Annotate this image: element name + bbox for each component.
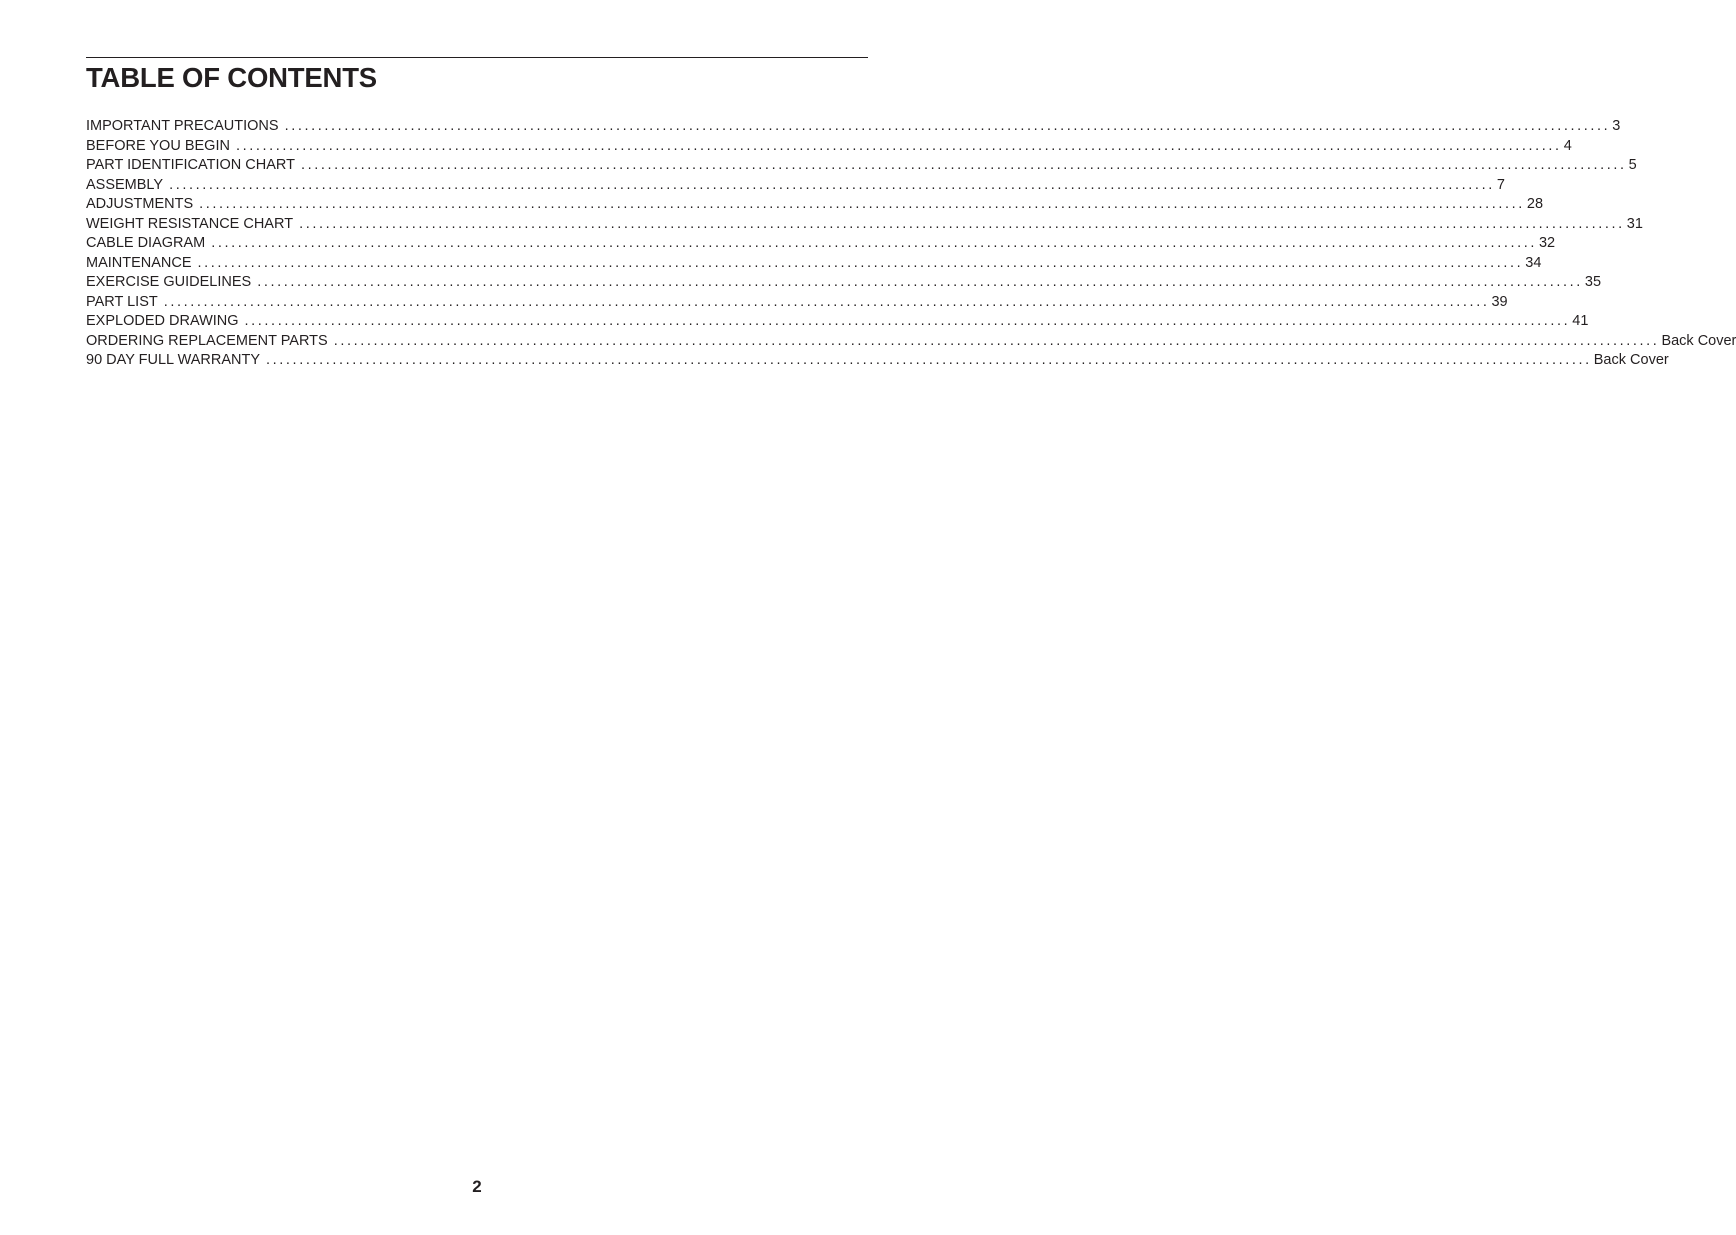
toc-entry-page: Back Cover	[1593, 352, 1669, 368]
toc-entry-page: 28	[1526, 196, 1544, 212]
dot-leader: ........................................................................................................................................................................................................	[257, 274, 1583, 290]
dot-leader: ........................................................................................................................................................................................................	[169, 176, 1495, 193]
dot-leader: ........................................................................................................................................................................................................	[284, 118, 1611, 134]
toc-entry[interactable]	[86, 234, 1556, 254]
toc-entry-page: Back Cover	[1661, 332, 1736, 349]
toc-entry-label: CABLE DIAGRAM	[86, 235, 206, 251]
page-number: 2	[472, 1177, 482, 1196]
dot-leader: ........................................................................................................................................................................................................	[333, 332, 1660, 349]
toc-entry-label: PART LIST	[86, 293, 158, 310]
page-title: TABLE OF CONTENTS	[86, 62, 377, 93]
toc-entry[interactable]	[86, 176, 1505, 196]
toc-entry[interactable]	[86, 332, 1736, 352]
toc-entry[interactable]	[86, 117, 1621, 137]
toc-entry-label: WEIGHT RESISTANCE CHART	[86, 215, 294, 232]
toc-entry-page: 35	[1584, 274, 1602, 290]
toc-entry-label: MAINTENANCE	[86, 254, 192, 271]
toc-entry-label: EXERCISE GUIDELINES	[86, 274, 252, 290]
toc-entry[interactable]	[86, 195, 1544, 215]
dot-leader: ........................................................................................................................................................................................................	[299, 215, 1625, 232]
dot-leader: ........................................................................................................................................................................................................	[235, 137, 1562, 154]
toc-entry[interactable]	[86, 215, 1643, 235]
toc-entry-page: 32	[1538, 235, 1556, 251]
toc-entry-page: 4	[1563, 137, 1572, 154]
toc-entry-page: 7	[1496, 176, 1505, 193]
toc-entry-label: IMPORTANT PRECAUTIONS	[86, 118, 279, 134]
toc-entry[interactable]	[86, 351, 1669, 371]
toc-entry[interactable]	[86, 293, 1508, 313]
toc-entry[interactable]	[86, 137, 1572, 157]
table-of-contents	[86, 117, 1736, 371]
toc-entry-page: 39	[1491, 293, 1508, 310]
toc-entry[interactable]	[86, 254, 1542, 274]
dot-leader: ........................................................................................................................................................................................................	[197, 254, 1524, 271]
dot-leader: ........................................................................................................................................................................................................	[163, 293, 1490, 310]
toc-entry-page: 3	[1612, 118, 1621, 134]
toc-entry[interactable]	[86, 312, 1589, 332]
toc-entry-page: 34	[1525, 254, 1542, 271]
dot-leader: ........................................................................................................................................................................................................	[211, 235, 1537, 251]
toc-entry-page: 31	[1626, 215, 1643, 232]
dot-leader: ........................................................................................................................................................................................................	[199, 196, 1525, 212]
toc-entry[interactable]	[86, 273, 1602, 293]
toc-entry-label: 90 DAY FULL WARRANTY	[86, 352, 261, 368]
toc-entry-label: PART IDENTIFICATION CHART	[86, 157, 295, 173]
dot-leader: ........................................................................................................................................................................................................	[266, 352, 1592, 368]
toc-entry[interactable]	[86, 156, 1637, 176]
toc-entry-page: 5	[1628, 157, 1637, 173]
toc-entry-label: EXPLODED DRAWING	[86, 313, 239, 329]
toc-entry-label: ORDERING REPLACEMENT PARTS	[86, 332, 328, 349]
toc-entry-label: ADJUSTMENTS	[86, 196, 194, 212]
top-rule	[86, 57, 868, 58]
toc-entry-label: BEFORE YOU BEGIN	[86, 137, 230, 154]
toc-entry-label: ASSEMBLY	[86, 176, 164, 193]
dot-leader: ........................................................................................................................................................................................................	[244, 313, 1571, 329]
dot-leader: ........................................................................................................................................................................................................	[300, 157, 1627, 173]
toc-entry-page: 41	[1572, 313, 1589, 329]
